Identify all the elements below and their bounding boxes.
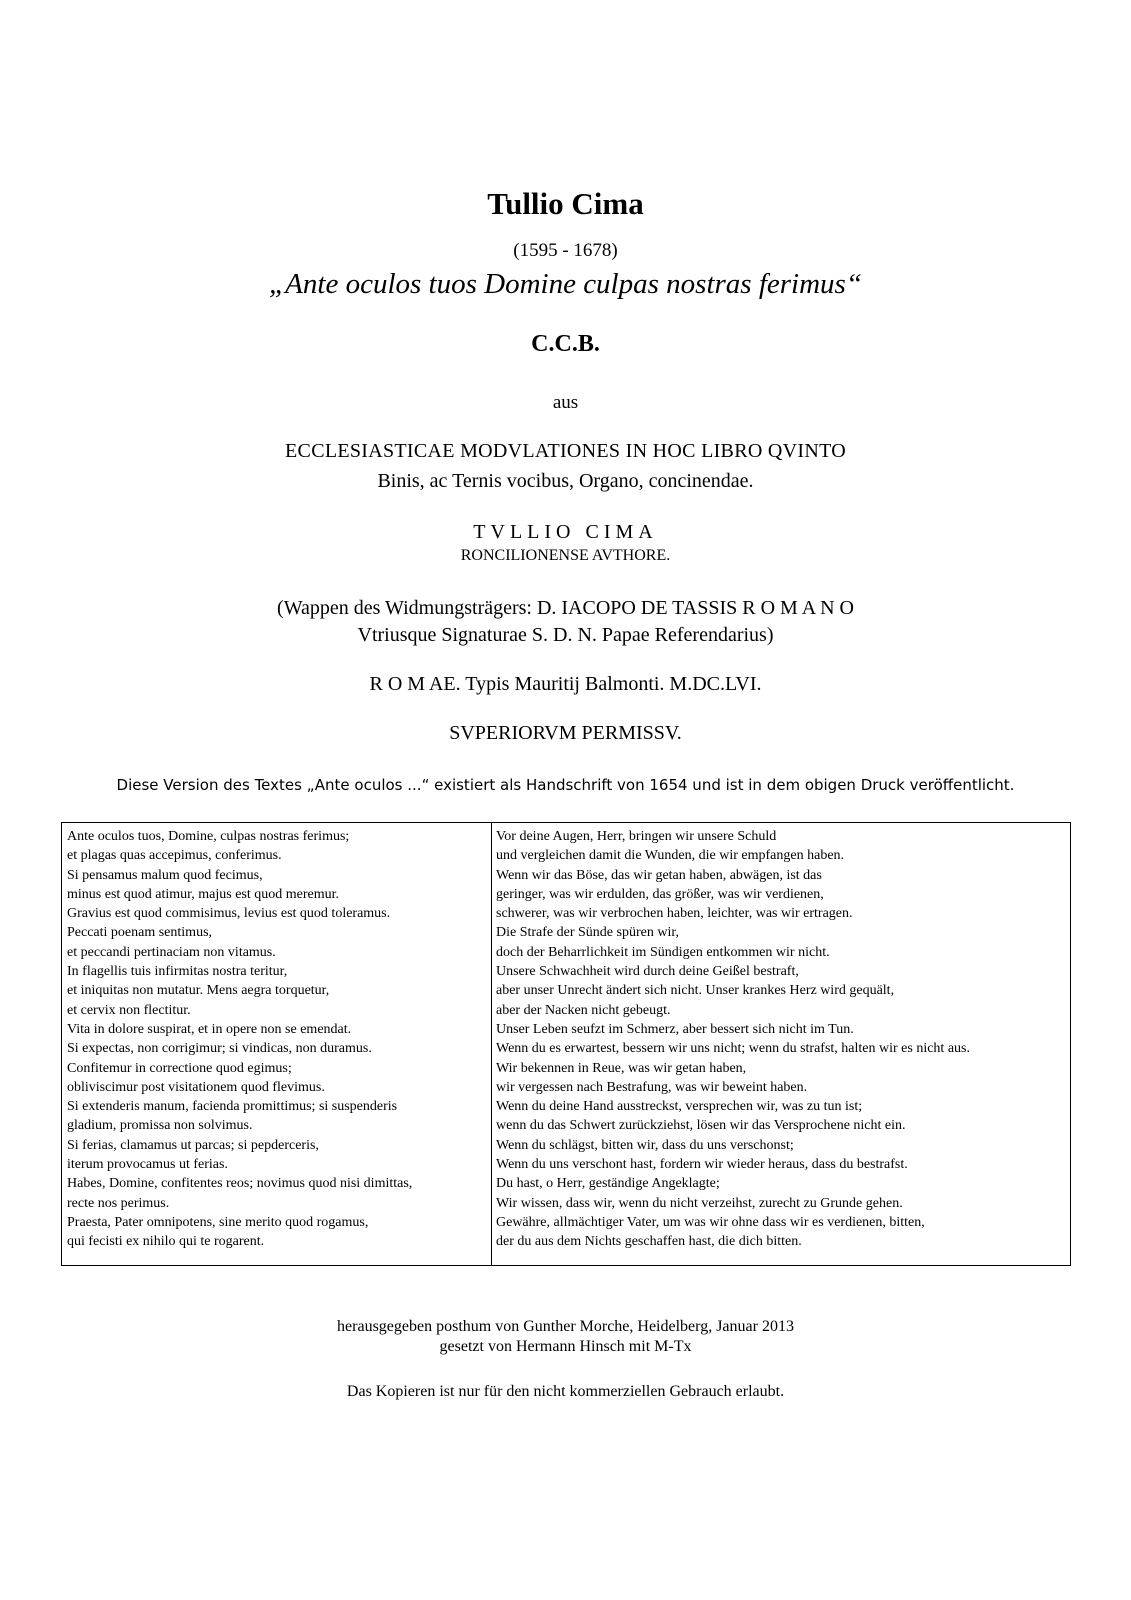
typesetter-credit: gesetzt von Hermann Hinsch mit M-Tx [439,1338,692,1355]
latin-text-line: Praesta, Pater omnipotens, sine merito quod rogamus, [67,1214,369,1230]
copyright-note: Das Kopieren ist nur für den nicht kommerziellen Gebrauch erlaubt. [346,1383,785,1400]
work-title: „Ante oculos tuos Domine culpas nostras ferimus“ [269,268,862,300]
german-text-line: wir vergessen nach Bestrafung, was wir beweint haben. [496,1079,808,1095]
german-text-line: aber der Nacken nicht gebeugt. [496,1002,671,1018]
composer-dates: (1595 - 1678) [513,240,618,261]
source-title: ECCLESIASTICAE MODVLATIONES IN HOC LIBRO QVINTO [285,440,846,462]
latin-text-line: Peccati poenam sentimus, [67,925,213,941]
german-text-line: und vergleichen damit die Wunden, die wir empfangen haben. [496,848,845,864]
latin-text-line: Ante oculos tuos, Domine, culpas nostras ferimus; [67,829,350,844]
latin-text-line: Si extenderis manum, facienda promittimus; si suspenderis [67,1099,398,1115]
latin-text-line: et iniquitas non mutatur. Mens aegra torquetur, [67,983,330,999]
german-text-line: Wenn wir das Böse, das wir getan haben, abwägen, ist das [496,867,822,883]
latin-text-line: et peccandi pertinaciam non vitamus. [67,944,276,960]
latin-text-line: Habes, Domine, confitentes reos; novimus quod nisi dimittas, [67,1176,413,1192]
latin-text-line: Si expectas, non corrigimur; si vindicas, non duramus. [67,1041,372,1057]
source-author: TVLLIO CIMA [473,521,658,543]
german-text-line: Wenn du deine Hand ausstreckst, versprechen wir, was zu tun ist; [496,1099,863,1115]
aus-label: aus [552,392,579,413]
imprint: R O M AE. Typis Mauritij Balmonti. M.DC.LVI. [369,673,762,695]
dedication-line-1: (Wappen des Widmungsträgers: D. IACOPO DE TASSIS R O M A N O [277,597,854,619]
latin-text-line: et cervix non flectitur. [67,1002,191,1018]
latin-text-line: Vita in dolore suspirat, et in opere non se emendat. [67,1021,352,1037]
german-column [492,823,1070,1265]
german-text-line: wenn du das Schwert zurückziehst, lösen wir das Versprochene nicht ein. [496,1118,906,1134]
german-text-line: Wir bekennen in Reue, was wir getan haben, [496,1060,747,1076]
latin-text-line: Si ferias, clamamus ut parcas; si pepderceris, [67,1137,319,1153]
latin-column [62,823,492,1265]
german-text-line: Gewähre, allmächtiger Vater, um was wir ohne dass wir es verdienen, bitten, [496,1214,925,1230]
latin-text-line: obliviscimur post visitationem quod flevimus. [67,1079,325,1095]
latin-text-line: Confitemur in correctione quod egimus; [67,1060,292,1076]
german-text-line: Unser Leben seufzt im Schmerz, aber bessert sich nicht im Tun. [496,1021,854,1037]
permission: SVPERIORVM PERMISSV. [449,722,682,744]
german-text-line: Wenn du es erwartest, bessern wir uns nicht; wenn du strafst, halten wir es nicht aus. [496,1041,970,1057]
latin-text-line: recte nos perimus. [67,1195,170,1211]
german-text-line: Die Strafe der Sünde spüren wir, [496,925,679,941]
voicing: C.C.B. [531,331,600,357]
german-text-line: der du aus dem Nichts geschaffen hast, die dich bitten. [496,1234,802,1250]
german-text-line: Wir wissen, dass wir, wenn du nicht verzeihst, zurecht zu Grunde gehen. [496,1195,903,1211]
latin-text-line: qui fecisti ex nihilo qui te rogarent. [67,1234,265,1250]
text-translation-table [61,822,1071,1266]
latin-text-line: Gravius est quod commisimus, levius est quod toleramus. [67,906,391,922]
composer-name: Tullio Cima [487,186,644,221]
german-text-line: doch der Beharrlichkeit im Sündigen entkommen wir nicht. [496,944,830,960]
latin-text-line: minus est quod atimur, majus est quod meremur. [67,886,340,902]
german-text-line: Vor deine Augen, Herr, bringen wir unsere Schuld [496,829,777,844]
version-note: Diese Version des Textes „Ante oculos ...“ existiert als Handschrift von 1654 und ist in dem obigen Druck veröffentlicht. [116,776,1015,794]
source-author-origin: RONCILIONENSE AVTHORE. [460,547,671,564]
latin-text-line: iterum provocamus ut ferias. [67,1157,228,1173]
german-text-line: geringer, was wir erdulden, das größer, was wir verdienen, [496,886,824,902]
german-text-line: Unsere Schwachheit wird durch deine Geißel bestraft, [496,964,799,980]
editor-credit: herausgegeben posthum von Gunther Morche, Heidelberg, Januar 2013 [337,1318,794,1335]
german-text-line: schwerer, was wir verbrochen haben, leichter, was wir ertragen. [496,906,853,922]
german-text-line: Wenn du uns verschont hast, fordern wir wieder heraus, dass du bestrafst. [496,1157,908,1173]
dedication-line-2: Vtriusque Signaturae S. D. N. Papae Referendarius) [357,624,774,646]
latin-text-line: et plagas quas accepimus, conferimus. [67,848,282,864]
german-text-line: Du hast, o Herr, geständige Angeklagte; [496,1176,720,1192]
german-text-line: Wenn du schlägst, bitten wir, dass du uns verschonst; [496,1137,794,1153]
german-text-line: aber unser Unrecht ändert sich nicht. Unser krankes Herz wird gequält, [496,983,895,999]
latin-text-line: In flagellis tuis infirmitas nostra teritur, [67,964,288,980]
source-subtitle: Binis, ac Ternis vocibus, Organo, concinendae. [377,470,754,492]
latin-text-line: gladium, promissa non solvimus. [67,1118,253,1134]
latin-text-line: Si pensamus malum quod fecimus, [67,867,263,883]
